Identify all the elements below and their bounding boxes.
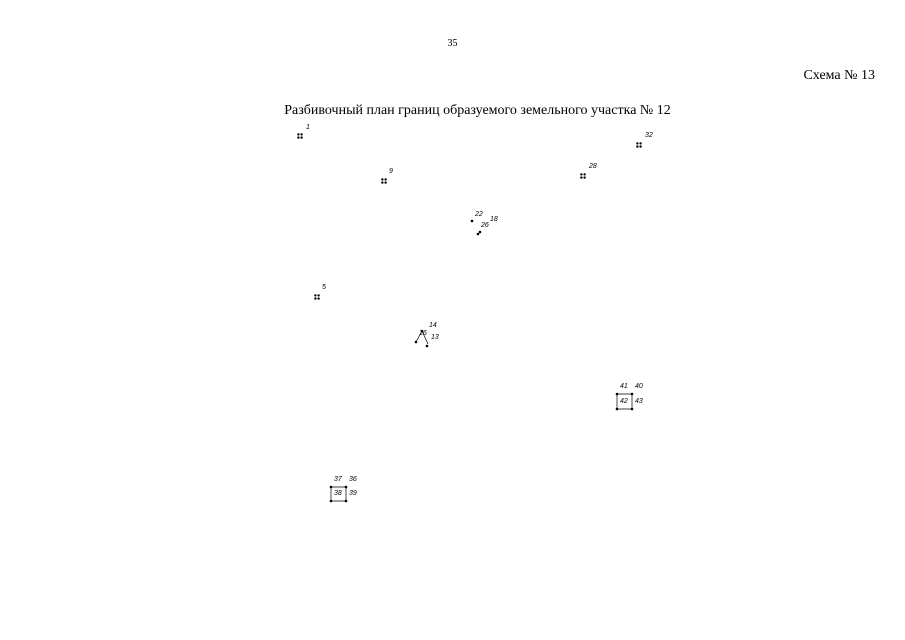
point-label-39: 39 xyxy=(349,490,357,497)
point-label-32: 32 xyxy=(645,132,653,139)
point-label-13: 13 xyxy=(431,334,439,341)
point-label-22: 22 xyxy=(475,211,483,218)
point-label-38: 38 xyxy=(334,490,342,497)
point-marker-9 xyxy=(381,178,387,184)
point-label-5: 5 xyxy=(322,284,326,291)
point-label-28: 28 xyxy=(589,163,597,170)
plan-title: Разбивочный план границ образуемого земельного участка № 12 xyxy=(284,103,671,118)
point-label-36: 36 xyxy=(349,476,357,483)
page-number: 35 xyxy=(447,38,458,49)
scheme-label: Схема № 13 xyxy=(803,68,875,83)
point-marker-22 xyxy=(471,220,474,223)
point-marker-26 xyxy=(477,233,480,236)
point-label-43: 43 xyxy=(635,398,643,405)
point-label-37: 37 xyxy=(334,476,342,483)
point-marker-28 xyxy=(580,173,586,179)
point-marker-5 xyxy=(314,294,320,300)
point-marker-13 xyxy=(426,345,429,348)
point-label-16: 16 xyxy=(419,330,427,337)
point-label-41: 41 xyxy=(620,383,628,390)
point-label-9: 9 xyxy=(389,168,393,175)
boundary-lines xyxy=(331,331,632,501)
point-labels xyxy=(306,124,653,497)
point-marker-18 xyxy=(479,231,482,234)
point-label-1: 1 xyxy=(306,124,310,131)
point-marker-32 xyxy=(636,142,642,148)
point-label-26: 26 xyxy=(481,222,489,229)
point-marker-1 xyxy=(297,133,303,139)
point-label-14: 14 xyxy=(429,322,437,329)
point-label-18: 18 xyxy=(490,216,498,223)
marker-layer xyxy=(297,133,642,502)
point-label-40: 40 xyxy=(635,383,643,390)
point-label-42: 42 xyxy=(620,398,628,405)
